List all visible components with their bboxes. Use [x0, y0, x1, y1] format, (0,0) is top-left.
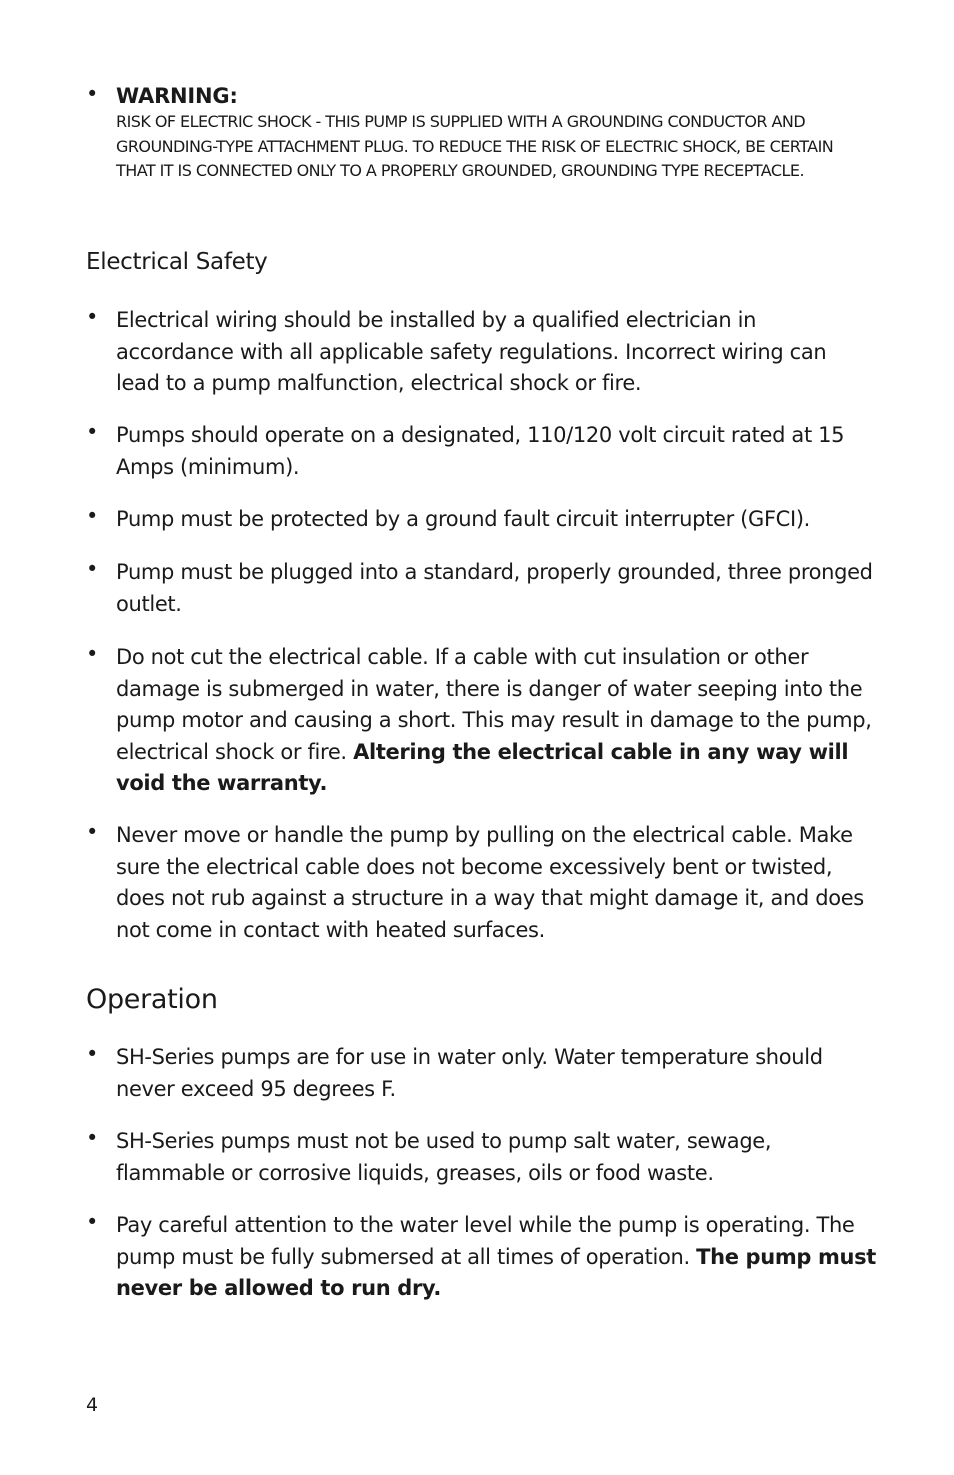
list-item: [86, 305, 876, 400]
list-item-text: Pumps should operate on a designated, 110/120 volt circuit rated at 15 Amps (minimum).: [116, 423, 845, 479]
bullet-icon: •: [86, 82, 99, 106]
bullet-icon: •: [86, 820, 99, 844]
list-item-text: Pump must be plugged into a standard, properly grounded, three pronged outlet.: [116, 560, 873, 616]
warning-body: RISK OF ELECTRIC SHOCK - THIS PUMP IS SUPPLIED WITH A GROUNDING CONDUCTOR AND GROUNDING-TYPE ATTACHMENT PLUG. TO REDUCE THE RISK OF ELECTRIC SHOCK, BE CERTAIN THAT IT IS CONNECTED ONLY TO A PROPERLY GROUNDED, GROUNDING TYPE RECEPTACLE.: [116, 112, 834, 180]
list-item: [86, 820, 876, 946]
list-item-text: SH-Series pumps must not be used to pump salt water, sewage, flammable or corrosive liquids, greases, oils or food waste.: [116, 1129, 772, 1185]
warning-item: [86, 82, 876, 184]
list-item: [86, 420, 876, 483]
bullet-icon: •: [86, 557, 99, 581]
bullet-icon: •: [86, 1126, 99, 1150]
list-item-text: Do not cut the electrical cable. If a cable with cut insulation or other damage is submerged in water, there is danger of water seeping into the pump motor and causing a short. This may result in damage to the pump, electrical shock or fire. Altering the electrical cable in any way will void the warranty.: [116, 645, 872, 795]
list-item-text: Pump must be protected by a ground fault circuit interrupter (GFCI).: [116, 507, 811, 531]
operation-heading: Operation: [86, 984, 218, 1015]
list-item: [86, 1042, 876, 1105]
bullet-icon: •: [86, 642, 99, 666]
electrical-safety-heading: Electrical Safety: [86, 249, 268, 275]
bullet-icon: •: [86, 305, 99, 329]
list-item: [86, 557, 876, 620]
list-item: [86, 1210, 876, 1305]
list-item-text: Pay careful attention to the water level while the pump is operating. The pump must be fully submersed at all times of operation. The pump must never be allowed to run dry.: [116, 1213, 876, 1300]
bullet-icon: •: [86, 1042, 99, 1066]
warning-content: [116, 82, 876, 184]
warning-title: WARNING:: [116, 84, 238, 108]
bullet-icon: •: [86, 504, 99, 528]
list-item: [86, 1126, 876, 1189]
bullet-icon: •: [86, 420, 99, 444]
list-item-text: Electrical wiring should be installed by a qualified electrician in accordance with all applicable safety regulations. Incorrect wiring can lead to a pump malfunction, electrical shock or fire.: [116, 308, 827, 395]
list-item: [86, 504, 876, 536]
page-number: 4: [86, 1394, 99, 1416]
bullet-icon: •: [86, 1210, 99, 1234]
list-item-text: SH-Series pumps are for use in water only. Water temperature should never exceed 95 degrees F.: [116, 1045, 823, 1101]
list-item: [86, 642, 876, 800]
list-item-text: Never move or handle the pump by pulling on the electrical cable. Make sure the electrical cable does not become excessively bent or twisted, does not rub against a structure in a way that might damage it, and does not come in contact with heated surfaces.: [116, 823, 864, 942]
